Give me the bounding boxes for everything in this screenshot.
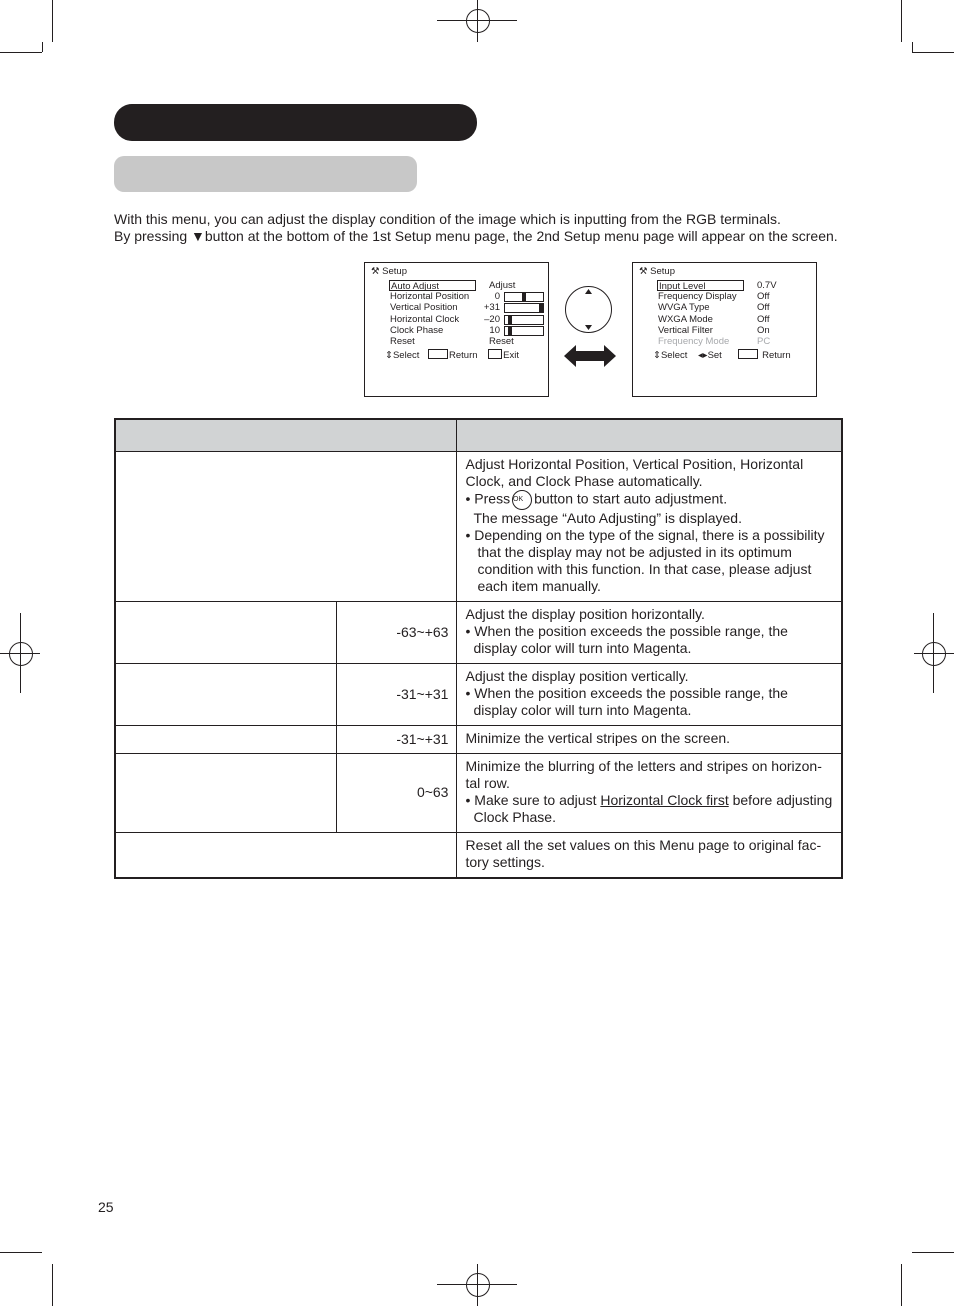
menu-value: Off (757, 291, 770, 302)
item-cell (115, 451, 457, 601)
exit-button-icon (488, 349, 502, 359)
range-cell: -63~+63 (336, 601, 457, 663)
level-gauge (504, 303, 544, 313)
ok-button-icon: OK (512, 490, 532, 510)
up-down-arrow-icon: ⇕ (653, 350, 661, 361)
item-cell (115, 725, 336, 753)
menu-value: Reset (489, 336, 514, 347)
up-down-arrow-icon: ⇕ (385, 350, 393, 361)
level-gauge (504, 326, 544, 336)
item-cell (115, 663, 336, 725)
intro-text (114, 211, 874, 245)
description-cell: Reset all the set values on this Menu page to original fac- tory settings. (457, 832, 842, 878)
menu-item-clock-phase[interactable]: Clock Phase (390, 325, 444, 336)
intro-line-2: By pressing ▼button at the bottom of the 1st Setup menu page, the 2nd Setup menu page will appear on the screen. (114, 228, 838, 244)
menu-value: 0.7V (757, 280, 777, 291)
range-cell: 0~63 (336, 753, 457, 832)
table-row (115, 451, 842, 601)
remote-direction-pad (565, 286, 612, 333)
menu-value: –20 (484, 314, 500, 325)
crop-mark (0, 1252, 42, 1253)
table-row (115, 753, 842, 832)
page-number: 25 (98, 1199, 114, 1215)
table-header-cell (115, 419, 457, 451)
description-cell: Adjust the display position vertically. • When the position exceeds the possible range, the display color will turn into Magenta. (457, 663, 842, 725)
menu-title: ⚒ Setup (639, 266, 675, 277)
menu-item-horizontal-position[interactable]: Horizontal Position (390, 291, 470, 302)
setup-menu-page-2 (632, 262, 817, 397)
return-button-icon (428, 349, 448, 359)
setup-icon: ⚒ (371, 266, 380, 277)
section-title-bar (114, 104, 477, 141)
level-gauge (504, 315, 544, 325)
subsection-title-bar (114, 156, 417, 192)
menu-title: ⚒ Setup (371, 266, 407, 277)
menu-item-input-level[interactable]: Input Level (657, 280, 744, 291)
left-right-arrow-icon: ◂▸ (698, 350, 708, 361)
range-cell: -31~+31 (336, 725, 457, 753)
description-cell: Minimize the vertical stripes on the screen. (457, 725, 842, 753)
description-cell: Adjust the display position horizontally. • When the position exceeds the possible range, the display color will turn into Magenta. (457, 601, 842, 663)
menu-item-reset[interactable]: Reset (390, 336, 415, 347)
range-cell: -31~+31 (336, 663, 457, 725)
menu-item-frequency-display[interactable]: Frequency Display (658, 291, 737, 302)
crop-mark (901, 1264, 902, 1306)
registration-mark (466, 1273, 490, 1297)
menu-item-wxga-mode[interactable]: WXGA Mode (658, 314, 713, 325)
menu-item-frequency-mode: Frequency Mode (658, 336, 730, 347)
item-cell (115, 753, 336, 832)
crop-mark (901, 0, 902, 42)
registration-mark (466, 9, 490, 33)
menu-value: PC (757, 336, 771, 347)
table-row (115, 832, 842, 878)
table-header-cell (457, 419, 842, 451)
menu-item-horizontal-clock[interactable]: Horizontal Clock (390, 314, 460, 325)
menu-item-vertical-position[interactable]: Vertical Position (390, 302, 458, 313)
double-arrow-icon (564, 343, 616, 369)
crop-mark (0, 52, 42, 53)
item-cell (115, 832, 457, 878)
crop-mark (52, 0, 53, 42)
crop-mark (52, 1264, 53, 1306)
up-down-arrow-icon (566, 287, 611, 332)
description-cell: Adjust Horizontal Position, Vertical Position, Horizontal Clock, and Clock Phase automatically. • Press OK button to start auto adjustment. The message “Auto Adjusting” is displayed. • Depending on the type of the signal, there is a possibility that the display may not be adjusted in its optimum condition with this function. In that case, please adjust each item manually. (457, 451, 842, 601)
crop-mark (912, 52, 954, 53)
crop-mark (42, 42, 43, 52)
menu-value: 0 (494, 291, 500, 302)
crop-mark (912, 42, 913, 52)
menu-footer: ⇕Select Return Exit (385, 350, 520, 361)
crop-mark (912, 1252, 954, 1253)
menu-value: Off (757, 302, 770, 313)
item-cell (115, 601, 336, 663)
setup-menu-page-1 (364, 262, 549, 397)
intro-line-1: With this menu, you can adjust the display condition of the image which is inputting from the RGB terminals. (114, 211, 781, 227)
description-cell: Minimize the blurring of the letters and stripes on horizon- tal row. • Make sure to adjust Horizontal Clock first before adjusting Clock Phase. (457, 753, 842, 832)
table-row (115, 663, 842, 725)
menu-footer: ⇕Select ◂▸Set Return (653, 350, 791, 361)
setup-icon: ⚒ (639, 266, 648, 277)
menu-value: Off (757, 314, 770, 325)
registration-mark (922, 642, 946, 666)
menu-value: Adjust (489, 280, 516, 291)
menu-item-vertical-filter[interactable]: Vertical Filter (658, 325, 713, 336)
return-button-icon (738, 349, 758, 359)
menu-value: On (757, 325, 770, 336)
registration-mark (9, 642, 33, 666)
menu-value: 10 (489, 325, 500, 336)
level-gauge (504, 292, 544, 302)
menu-item-wvga-type[interactable]: WVGA Type (658, 302, 710, 313)
table-row (115, 725, 842, 753)
menu-value: +31 (483, 302, 500, 313)
setup-function-table (114, 418, 843, 879)
table-row (115, 601, 842, 663)
table-header-row (115, 419, 842, 451)
menu-item-auto-adjust[interactable]: Auto Adjust (389, 280, 476, 291)
